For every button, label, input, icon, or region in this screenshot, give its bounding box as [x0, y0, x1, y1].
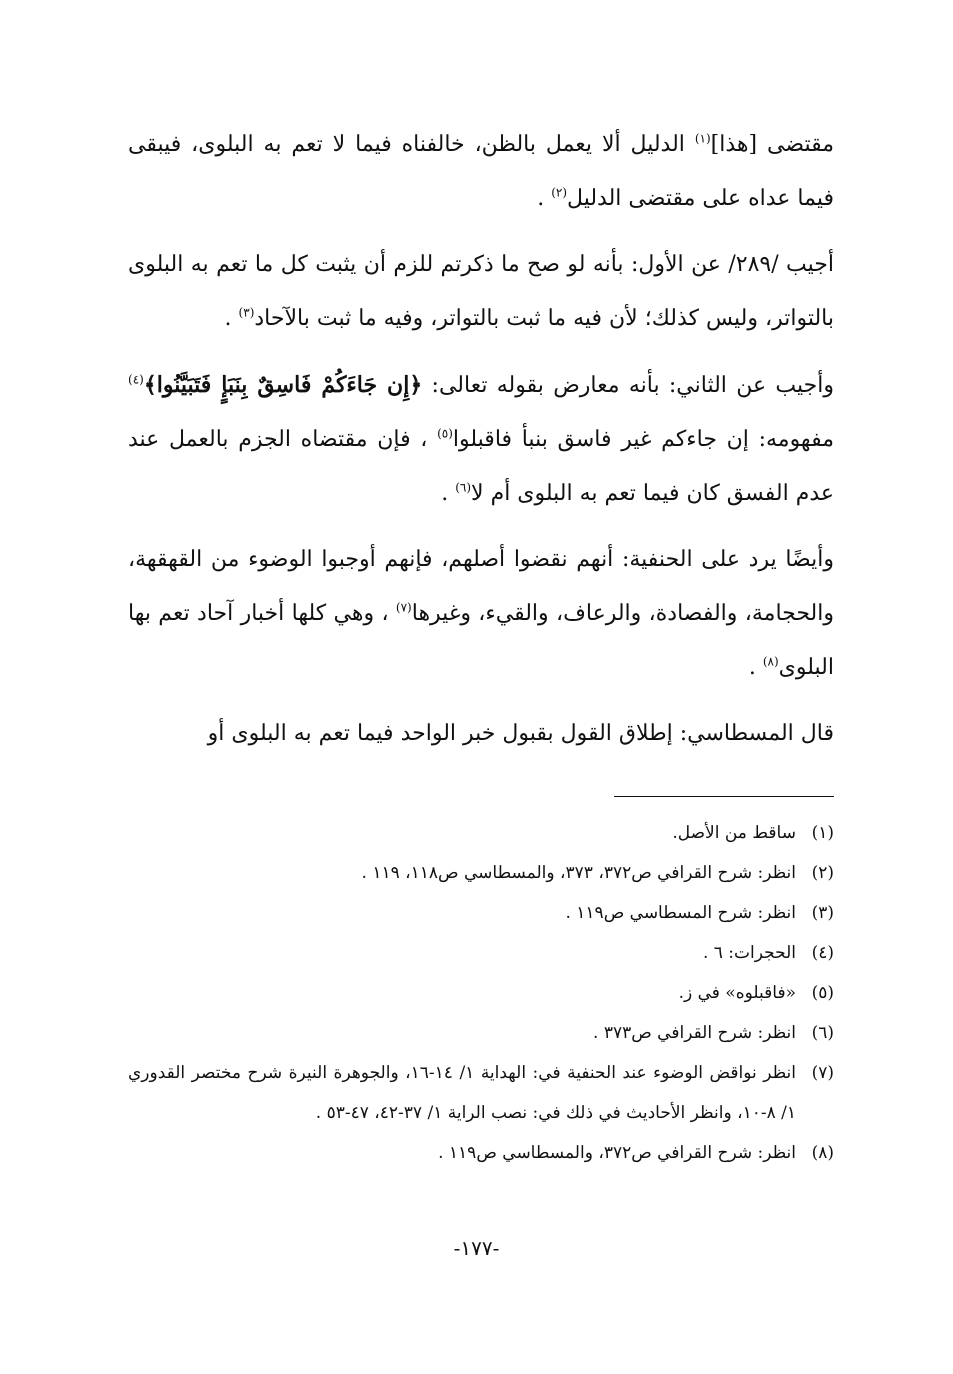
- footnote-text: انظر نواقض الوضوء عند الحنفية في: الهداية ١/ ١٤-١٦، والجوهرة النيرة شرح مختصر القدوري ١/ ٨-١٠، وانظر الأحاديث في ذلك في: نصب الراية ١/ ٣٧-٤٢، ٤٧-٥٣ .: [128, 1063, 796, 1123]
- footnote-text: انظر: شرح القرافي ص٣٧٢، ٣٧٣، والمسطاسي ص١١٨، ١١٩ .: [361, 863, 796, 883]
- paragraph: [128, 533, 834, 695]
- paragraph-text: مقتضى [هذا]: [710, 132, 834, 157]
- footnote-ref: (٨): [762, 654, 779, 669]
- footnote-text: انظر: شرح المسطاسي ص١١٩ .: [565, 903, 796, 923]
- footnote-ref: (٢): [551, 185, 568, 200]
- paragraph-text: وأجيب عن الثاني: بأنه معارض بقوله تعالى:: [422, 373, 834, 398]
- paragraph-text: ، وهي كلها أخبار آحاد تعم بها البلوى: [128, 601, 834, 680]
- paragraph-text: أجيب /٢٨٩/ عن الأول: بأنه لو صح ما ذكرتم للزم أن يثبت كل ما تعم به البلوى بالتواتر، وليس كذلك؛ لأن فيه ما ثبت بالتواتر، وفيه ما ثبت بالآحاد: [128, 252, 834, 331]
- footnote-number: (٣): [811, 903, 834, 923]
- paragraph-text: قال المسطاسي: إطلاق القول بقبول خبر الواحد فيما تعم به البلوى أو: [207, 721, 834, 746]
- footnote-text: ساقط من الأصل.: [672, 823, 796, 843]
- footnote-text: انظر: شرح القرافي ص٣٧٣ .: [593, 1023, 796, 1043]
- paragraph: [128, 118, 834, 226]
- footnote-text: «فاقبلوه» في ز.: [678, 983, 796, 1003]
- footnote-ref: (١): [694, 131, 711, 146]
- footnote-ref: (٦): [455, 480, 472, 495]
- paragraph: [128, 358, 834, 521]
- footnote-ref: (٣): [238, 305, 255, 320]
- footnote-text: انظر: شرح القرافي ص٣٧٢، والمسطاسي ص١١٩ .: [438, 1143, 796, 1163]
- paragraph-text: .: [224, 306, 239, 331]
- footnote-ref: (٤): [128, 372, 144, 387]
- footnote-text: الحجرات: ٦ .: [702, 943, 796, 963]
- main-text: [128, 118, 834, 761]
- footnote-number: (٨): [811, 1143, 834, 1163]
- footnote-number: (١): [811, 823, 834, 843]
- page-number: -١٧٧-: [453, 1236, 500, 1260]
- paragraph-text: .: [441, 481, 456, 506]
- paragraph-text: وأيضًا يرد على الحنفية: أنهم نقضوا أصلهم، فإنهم أوجبوا الوضوء من القهقهة، والحجامة، والفصادة، والرعاف، والقيء، وغيرها: [128, 547, 834, 626]
- footnote-number: (٧): [811, 1063, 834, 1083]
- footnote-ref: (٧): [395, 600, 412, 615]
- footnotes: [128, 813, 834, 1173]
- paragraph: [128, 707, 834, 761]
- page-body: [128, 118, 834, 1163]
- paragraph-text: .: [748, 655, 763, 680]
- footnote: [128, 1013, 834, 1053]
- quran-verse: ﴿إِن جَاءَكُمْ فَاسِقٌ بِنَبَإٍ فَتَبَيَّنُوا﴾: [143, 372, 423, 398]
- footnote-number: (٦): [811, 1023, 834, 1043]
- footnote: [128, 973, 834, 1013]
- footnote-ref: (٥): [437, 426, 453, 441]
- paragraph-text: ، فإن مقتضاه الجزم بالعمل عند عدم الفسق كان فيما تعم به البلوى أم لا: [128, 427, 834, 506]
- footnote: [128, 1053, 834, 1133]
- footnote: [128, 933, 834, 973]
- footnote: [128, 813, 834, 853]
- footnote-divider: [614, 796, 834, 797]
- footnote-number: (٤): [811, 943, 834, 963]
- footnote-number: (٢): [811, 863, 834, 883]
- paragraph-text: الدليل ألا يعمل بالظن، خالفناه فيما لا تعم به البلوى، فيبقى فيما عداه على مقتضى الدليل: [128, 132, 834, 211]
- footnote: [128, 1133, 834, 1173]
- paragraph-text: مفهومه: إن جاءكم غير فاسق بنبأ فاقبلوا: [452, 427, 834, 452]
- paragraph: [128, 238, 834, 346]
- footnote: [128, 893, 834, 933]
- footnote: [128, 853, 834, 893]
- paragraph-text: .: [537, 186, 552, 211]
- footnote-number: (٥): [811, 983, 834, 1003]
